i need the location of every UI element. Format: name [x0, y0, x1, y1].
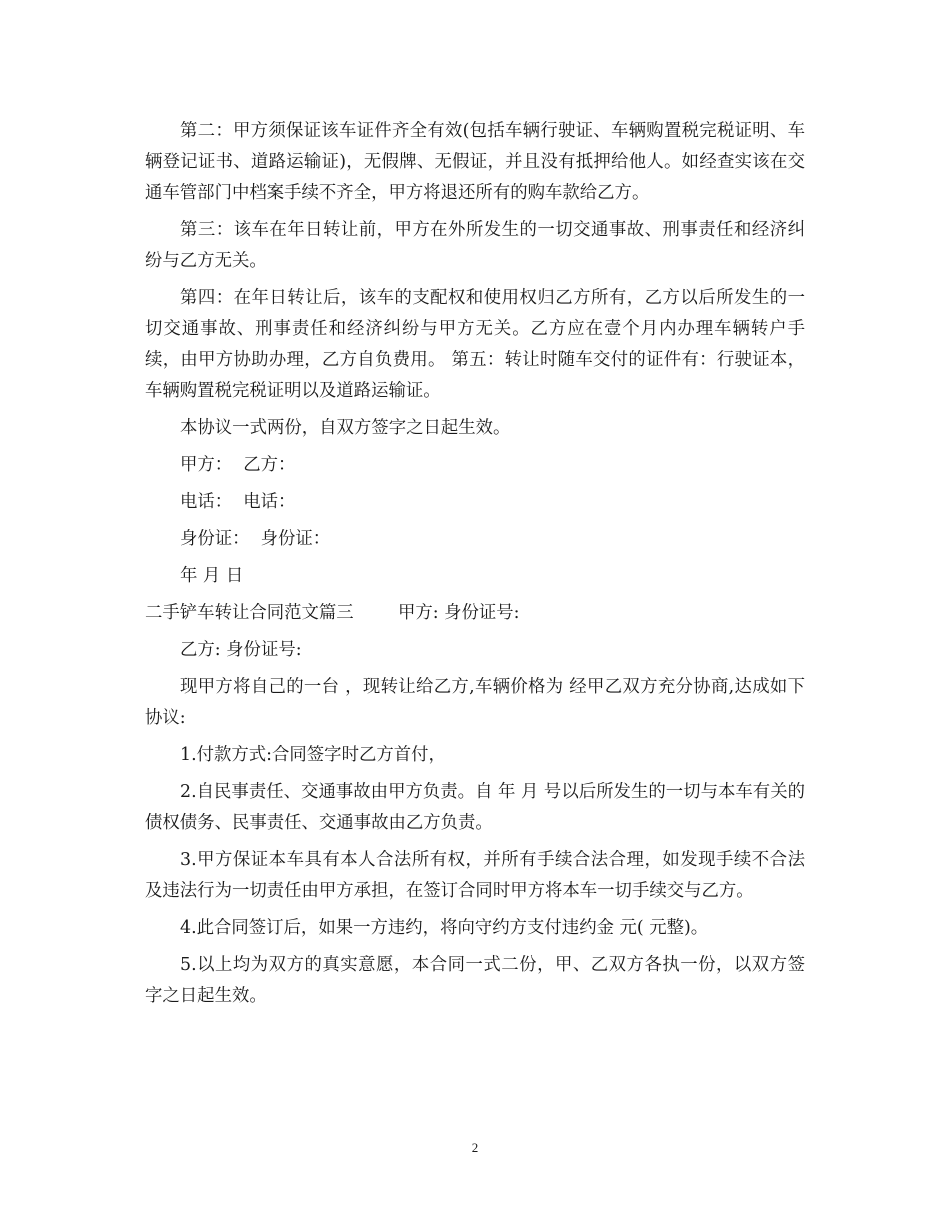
signature-date: 年 月 日 [180, 566, 244, 586]
paragraph-clause-2: 第二：甲方须保证该车证件齐全有效(包括车辆行驶证、车辆购置税完税证明、车辆登记证书、道路运输证)，无假牌、无假证，并且没有抵押给他人。如经查实该在交通车管部门中档案手续不齐全，甲方将退还所有的购车款给乙方。 [145, 121, 805, 203]
section-title-line [145, 598, 805, 629]
document-body [145, 116, 805, 1018]
signature-phones: 电话： 电话： [180, 492, 296, 512]
clause-3: 3.甲方保证本车具有本人合法所有权，并所有手续合法合理，如发现手续不合法及违法行为一切责任由甲方承担，在签订合同时甲方将本车一切手续交与乙方。 [145, 850, 805, 901]
paragraph-clause-3: 第三：该车在年日转让前，甲方在外所发生的一切交通事故、刑事责任和经济纠纷与乙方无关。 [145, 220, 805, 271]
paragraph-intro: 现甲方将自己的一台 ，现转让给乙方,车辆价格为 经甲乙双方充分协商,达成如下协议: [145, 677, 805, 728]
paragraph-effective: 本协议一式两份，自双方签字之日起生效。 [180, 418, 511, 438]
page-number: 2 [471, 1140, 479, 1155]
signature-ids: 身份证： 身份证： [180, 529, 331, 549]
paragraph-clause-4-5: 第四：在年日转让后，该车的支配权和使用权归乙方所有，乙方以后所发生的一切交通事故、刑事责任和经济纠纷与甲方无关。乙方应在壹个月内办理车辆转户手续，由甲方协助办理，乙方自负费用。 第五：转让时随车交付的证件有：行驶证本，车辆购置税完税证明以及道路运输证。 [145, 288, 805, 401]
clause-2: 2.自民事责任、交通事故由甲方负责。自 年 月 号以后所发生的一切与本车有关的债权债务、民事责任、交通事故由乙方负责。 [145, 782, 805, 833]
clause-4: 4.此合同签订后，如果一方违约，将向守约方支付违约金 元( 元整)。 [180, 918, 709, 938]
signature-parties: 甲方： 乙方： [180, 455, 296, 475]
section-title-tail: 甲方: 身份证号: [397, 603, 520, 623]
clause-1: 1.付款方式:合同签字时乙方首付， [180, 745, 446, 765]
section-title: 二手铲车转让合同范文篇三 [145, 603, 354, 623]
clause-5: 5.以上均为双方的真实意愿，本合同一式二份，甲、乙双方各执一份，以双方签字之日起生效。 [145, 955, 805, 1006]
party-b-id: 乙方: 身份证号: [180, 640, 302, 660]
